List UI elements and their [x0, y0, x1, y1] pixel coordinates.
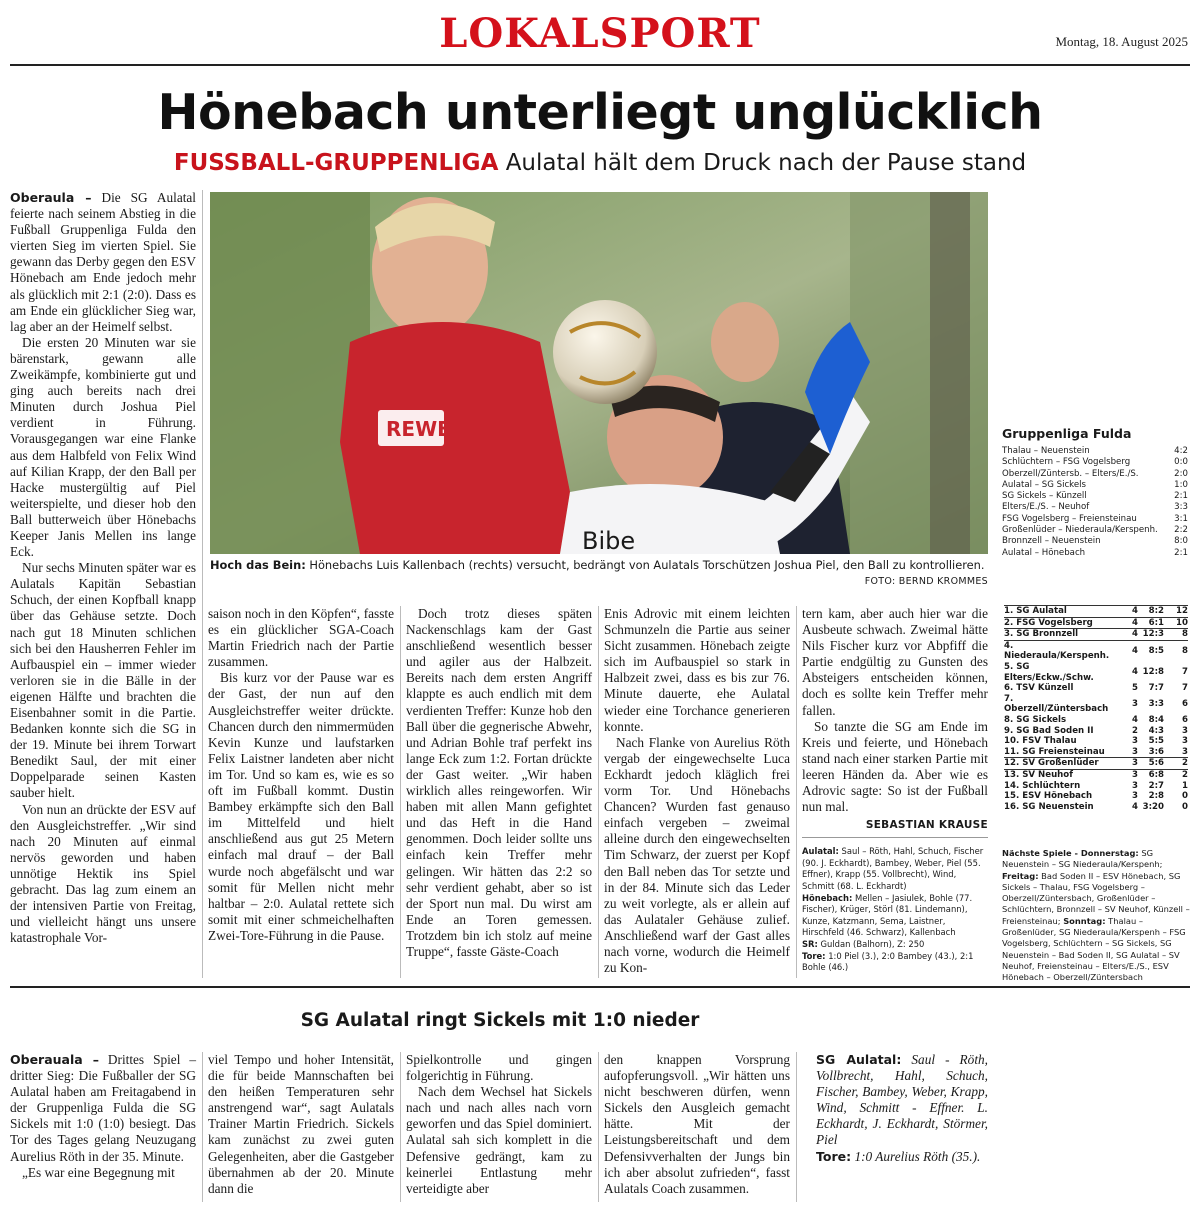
column-divider	[202, 190, 203, 978]
standings-table	[1004, 605, 1188, 812]
result-row: Elters/E./S. – Neuhof 3:3	[1002, 502, 1188, 513]
standings-row: 16. SG Neuenstein 4 3:20 0	[1004, 801, 1188, 812]
paragraph: Doch trotz dieses späten Nackenschlags kam der Gast anschließend wesentlich besser und agiler aus der Halbzeit. Bereits nach dem ersten Angriff klappte es auch endlich mit dem verdienten Treffer: Kunze hob den Ball über die gegnerische Abwehr, und Adrian Bohle traf perfekt ins lange Eck zum 1:2. Fortan drückte der Gast weiter. „Wir haben wirklich alles reingeworfen. Wir haben mit allen Mann gefightet und das Heft in die Hand genommen. Doch leider sollte uns einfach kein Treffer mehr gelingen. Wir hätten das 2:2 so sehr verdient gehabt, aber so ist der Sport nun mal. Du wirst am Ende an Toren gemessen. Trotzdem bin ich stolz auf meine Truppe“, fasste Gäste-Coach	[406, 606, 592, 959]
result-row: Oberzell/Züntersb. – Elters/E./S. 2:0	[1002, 468, 1188, 479]
second-headline: SG Aulatal ringt Sickels mit 1:0 nieder	[300, 1010, 700, 1031]
standings-row: 6. TSV Künzell 5 7:7 7	[1004, 683, 1188, 694]
shirt-sponsor: REWE	[386, 417, 451, 441]
article-column-4	[604, 606, 790, 976]
paragraph: Die ersten 20 Minuten war sie bärenstark, gewann alle Zweikämpfe, kombinierte gut und ging auch bereits nach drei Minuten durch Joshua Piel verdient in Führung. Vorausgegangen war eine Flanke aus dem Halbfeld von Felix Wind auf Kilian Krapp, der den Ball per Hacke mustergültig auf Piel weiterspielte, und dieser hob den Ball butterweich über Hönebachs Keeper Janis Mellen ins lange Eck.	[10, 334, 196, 560]
standings-row: 8. SG Sickels 4 8:4 6	[1004, 714, 1188, 725]
standings-row: 4. Niederaula/Kerspenh. 4 8:5 8	[1004, 640, 1188, 662]
paragraph: saison noch in den Köpfen“, fasste es ein glücklicher SGA-Coach Martin Friedrich nach der Partie zusammen.	[208, 606, 394, 670]
article-column-3	[406, 606, 592, 960]
divider	[802, 837, 988, 838]
author: SEBASTIAN KRAUSE	[865, 819, 988, 832]
article-column-5	[802, 606, 988, 974]
article-column-2	[208, 606, 394, 944]
goals: Tore: 1:0 Piel (3.), 2:0 Bambey (43.), 2:1 Bohle (46.)	[802, 950, 974, 973]
paragraph: Enis Adrovic mit einem leichten Schmunzeln die Partie aus seiner Sicht zusammen. Hönebach zeigte sich im Aufbauspiel so stark in Halbzeit zwei, dass es bis zur 76. Minute dauerte, ehe Aulatal wieder eine Torchance generieren konnte.	[604, 606, 790, 734]
top-rule	[10, 64, 1190, 66]
issue-date: Montag, 18. August 2025	[1055, 34, 1188, 49]
result-row: Schlüchtern – FSG Vogelsberg 0:0	[1002, 457, 1188, 468]
second-column-1: Oberauala – Drittes Spiel – dritter Sieg: Die Fußballer der SG Aulatal haben am Freitagabend in der Gruppenliga Fulda die SG Sickels mit 1:0 (1:0) besiegt. Das Tor des Tages gelang Neuzugang Aurelius Röth in der 35. Minute. „Es war eine Begegnung mit	[10, 1052, 197, 1180]
caption-text: Hönebachs Luis Kallenbach (rechts) versucht, bedrängt von Aulatals Torschützen Joshua Piel, den Ball zu kontrollieren.	[309, 558, 985, 572]
article-column-1	[10, 190, 196, 946]
result-row: Aulatal – Hönebach 2:1	[1002, 547, 1188, 558]
column-divider	[400, 606, 401, 978]
main-headline: Hönebach unterliegt unglücklich	[157, 84, 1043, 141]
standings-row: 7. Oberzell/Züntersbach 3 3:3 6	[1004, 693, 1188, 715]
column-divider	[598, 1052, 599, 1202]
paragraph: tern kam, aber auch hier war die Ausbeute schwach. Zweimal hätte Nils Fischer kurz vor Abpfiff die Partie endgültig zu Gunsten des Absteigers entscheiden können, doch es sollte kein Treffer mehr fallen.	[802, 606, 988, 718]
standings-row: 9. SG Bad Soden II 2 4:3 3	[1004, 725, 1188, 736]
result-row: Bronnzell – Neuenstein 8:0	[1002, 536, 1188, 547]
result-row: SG Sickels – Künzell 2:1	[1002, 491, 1188, 502]
lineup-aulatal: Aulatal: Saul – Röth, Hahl, Schuch, Fischer (90. J. Eckhardt), Bambey, Weber, Piel (55. Effner), Krapp (55. Vollbrecht), Wind, Schmitt (68. L. Eckhardt)	[802, 846, 984, 891]
caption-lead: Hoch das Bein:	[210, 558, 306, 572]
subheadline	[0, 150, 1200, 176]
result-row: FSG Vogelsberg – Freiensteinau 3:1	[1002, 513, 1188, 524]
match-photo	[210, 192, 988, 554]
column-divider	[796, 606, 797, 978]
paragraph: Nach Flanke von Aurelius Röth vergab der eingewechselte Luca Eckhardt jedoch kläglich frei vorm Tor. Und Hönebachs Chancen? Wurden fast genauso einfach vergeben – zweimal alleine durch den eingewechselten Tim Schwarz, der zuerst per Kopf den Ball neben das Tor setzte und in der 84. Minute sich das Leder zu weit vorlegte, als er allein auf das Aulataler Gehäuse zulief. Anschließend warf der Gast alles nach vorne, wodurch die Heimelf zu Kon-	[604, 734, 790, 976]
photo-illustration	[210, 192, 988, 554]
results-list	[1002, 446, 1188, 559]
column-divider	[598, 606, 599, 978]
standings-row: 5. SG Elters/Eckw./Schw. 4 12:8 7	[1004, 661, 1188, 683]
standings-row: 1. SG Aulatal 4 8:2 12	[1004, 606, 1188, 616]
results-title: Gruppenliga Fulda	[1002, 426, 1132, 441]
section-rule	[10, 986, 1190, 988]
match-lineups	[802, 846, 988, 974]
result-row: Thalau – Neuenstein 4:2	[1002, 446, 1188, 456]
second-column-3: Spielkontrolle und gingen folgerichtig in Führung. Nach dem Wechsel hat Sickels nach und nach alles nach vorn geworfen und das Spiel dominiert. Aulatal sah sich komplett in die Defensive gedrängt, kam zu keinerlei Entlastung mehr verteidigte aber	[406, 1052, 592, 1196]
standings-row: 2. FSG Vogelsberg 4 6:1 10	[1004, 617, 1188, 628]
standings-row: 14. Schlüchtern 3 2:7 1	[1004, 780, 1188, 791]
dateline: Oberauala –	[10, 1052, 99, 1067]
photo-credit: FOTO: BERND KROMMES	[864, 576, 988, 587]
standings-row: 11. SG Freiensteinau 3 3:6 3	[1004, 746, 1188, 757]
photo-caption	[210, 558, 988, 572]
standings-row: 13. SV Neuhof 3 6:8 2	[1004, 769, 1188, 780]
standings-row: 3. SG Bronnzell 4 12:3 8	[1004, 629, 1188, 640]
shirt-sponsor-2: Bibe	[582, 527, 636, 554]
paragraph: Nur sechs Minuten später war es Aulatals Kapitän Sebastian Schuch, der einen Kopfball knapp über das Gehäuse setzte. Doch nach gut 18 Minuten schlichen sich bei den Hausherren Fehler im Aufbauspiel ein – immer wieder verloren sie in die Bälle in der eigenen Hälfte und brachten die Eisenbahner somit in die Partie. Bedanken konnte sich die SG in der 19. Minute bei ihrem Torwart Benedikt Saul, der mit einer Doppelparade seinen Kasten sauber hielt.	[10, 560, 196, 801]
second-column-4: den knappen Vorsprung aufopferungsvoll. „Wir hätten uns nicht beschweren dürfen, wenn Sickels den Ausgleich gemacht hätte. Mit der Leistungsbereitschaft und dem Defensivverhalten der Jungs bin ich aber absolut zufrieden“, fasst Aulatals Coach zusammen.	[604, 1052, 790, 1196]
paragraph: Bis kurz vor der Pause war es der Gast, der nun auf den Ausgleichstreffer weiter drückte. Chancen durch den nimmermüden Kevin Kunze und laufstarken Felix Laistner landeten aber nicht im Tor. Und so kam es, wie es so oft im Fußball kommt. Dustin Bambey erkämpfte sich den Ball im Mittelfeld und hielt anschließend aus gut 25 Metern einfach mal drauf – der Ball wurde noch abgefälscht und war somit für Mellen nicht mehr haltbar – 2:0. Aulatal rettete sich somit mit einer schmeichelhaften Zwei-Tore-Führung in die Pause.	[208, 670, 394, 943]
column-divider	[796, 1052, 797, 1202]
standings-row: 10. FSV Thalau 3 5:5 3	[1004, 736, 1188, 747]
kicker: FUSSBALL-GRUPPENLIGA	[173, 150, 499, 176]
dateline: Oberaula –	[10, 190, 92, 205]
standings-row: 12. SV Großenlüder 3 5:6 2	[1004, 758, 1188, 769]
lineup-hoenebach: Hönebach: Mellen – Jasiulek, Bohle (77. Fischer), Krüger, Störl (81. Lindemann), Kunze, Katzmann, Sema, Laistner, Hirschfeld (46. Schwarz), Kallenbach	[802, 892, 973, 938]
paragraph: Von nun an drückte der ESV auf den Ausgleichstreffer. „Wir sind nach 20 Minuten auf einmal nervös geworden und haben unnötige Hektik ins Spiel gebracht. Das lag zum einem an der intensiven Partie von Freitag, und vielleicht hängt uns unsere katastrophale Vor-	[10, 801, 196, 946]
next-games: Nächste Spiele - Donnerstag: SG Neuenstein – SG Niederaula/Kerspenh; Freitag: Bad Soden II – ESV Hönebach, SG Sickels – Thalau, FSG Vogelsberg – Oberzell/Züntersbach, Großenlüder – Schlüchtern, Bronnzell – SV Neuhof, Künzell – Freiensteinau; Sonntag: Thalau – Großenlüder, SG Niederaula/Kerspenh – FSG Vogelsberg, Schlüchtern – SG Sickels, SG Neuenstein – Bad Soden II, SG Aulatal – SV Neuhof, Freiensteinau – Elters/E./S., ESV Hönebach – Oberzell/Züntersbach	[1002, 848, 1190, 983]
subhead-text: Aulatal hält dem Druck nach der Pause stand	[505, 150, 1027, 176]
standings-row: 15. ESV Hönebach 3 2:8 0	[1004, 791, 1188, 802]
section-title: LOKALSPORT	[439, 10, 761, 57]
result-row: Großenlüder – Niederaula/Kerspenh. 2:2	[1002, 525, 1188, 536]
second-column-2: viel Tempo und hoher Intensität, die für beide Mannschaften bei den heißen Temperaturen sehr anstrengend war“, sagt Aulatals Trainer Martin Friedrich. Sickels kam zunächst zu zwei guten Gelegenheiten, aber die Gastgeber übernahmen ab der 20. Minute dann die	[208, 1052, 394, 1196]
referee: SR: Guldan (Balhorn), Z: 250	[802, 938, 925, 949]
second-lineup: SG Aulatal: Saul - Röth, Vollbrecht, Hahl, Schuch, Fischer, Bambey, Weber, Krapp, Wind, Schmitt - Effner. L. Eckhardt, J. Eckhardt, Störmer, Piel Tore: 1:0 Aurelius Röth (35.).	[816, 1052, 988, 1164]
column-divider	[400, 1052, 401, 1202]
paragraph: Oberaula – Die SG Aulatal feierte nach seinem Abstieg in die Fußball Gruppenliga Fulda den vierten Sieg im vierten Spiel. Sie gewann das Derby gegen den ESV Hönebach am Ende jedoch mehr als glücklich mit 2:1 (2:0). Dass es am Ende ein glücklicher Sieg war, lag aber an der Heimelf selbst.	[10, 190, 197, 334]
result-row: Aulatal – SG Sickels 1:0	[1002, 479, 1188, 490]
column-divider	[202, 1052, 203, 1202]
paragraph: So tanzte die SG am Ende im Kreis und feierte, und Hönebach stand nach einer starken Partie mit leeren Händen da. Aber wie es Adrovic sagte: So ist der Fußball nun mal.	[802, 718, 988, 815]
